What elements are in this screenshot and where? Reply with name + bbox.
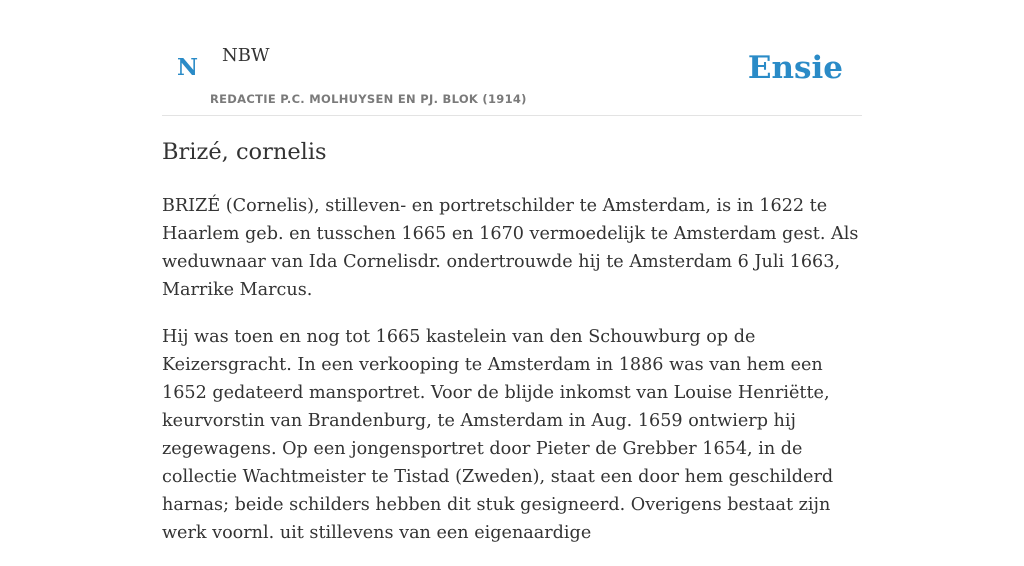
source-title[interactable]: NBW (222, 45, 270, 66)
article-body (162, 192, 867, 566)
source-logo-icon[interactable]: N (177, 54, 199, 81)
ensie-logo[interactable]: Ensie (747, 50, 843, 86)
source-header (162, 0, 862, 116)
entry-title: Brizé, cornelis (162, 139, 327, 165)
article-paragraph: BRIZÉ (Cornelis), stilleven- en portretschilder te Amsterdam, is in 1622 te Haarlem geb. en tusschen 1665 en 1670 vermoedelijk te Amsterdam gest. Als weduwnaar van Ida Cornelisdr. ondertrouwde hij te Amsterdam 6 Juli 1663, Marrike Marcus. (162, 196, 859, 300)
source-subtitle: REDACTIE P.C. MOLHUYSEN EN PJ. BLOK (1914) (210, 92, 527, 106)
page-container (162, 0, 862, 543)
article-paragraph: Hij was toen en nog tot 1665 kastelein van den Schouwburg op de Keizersgracht. In een verkooping te Amsterdam in 1886 was van hem een 1652 gedateerd mansportret. Voor de blijde inkomst van Louise Henriëtte, keurvorstin van Brandenburg, te Amsterdam in Aug. 1659 ontwierp hij zegewagens. Op een jongensportret door Pieter de Grebber 1654, in de collectie Wachtmeister te Tistad (Zweden), staat een door hem geschilderd harnas; beide schilders hebben dit stuk gesigneerd. Overigens bestaat zijn werk voornl. uit stillevens van een eigenaardige (162, 327, 834, 543)
